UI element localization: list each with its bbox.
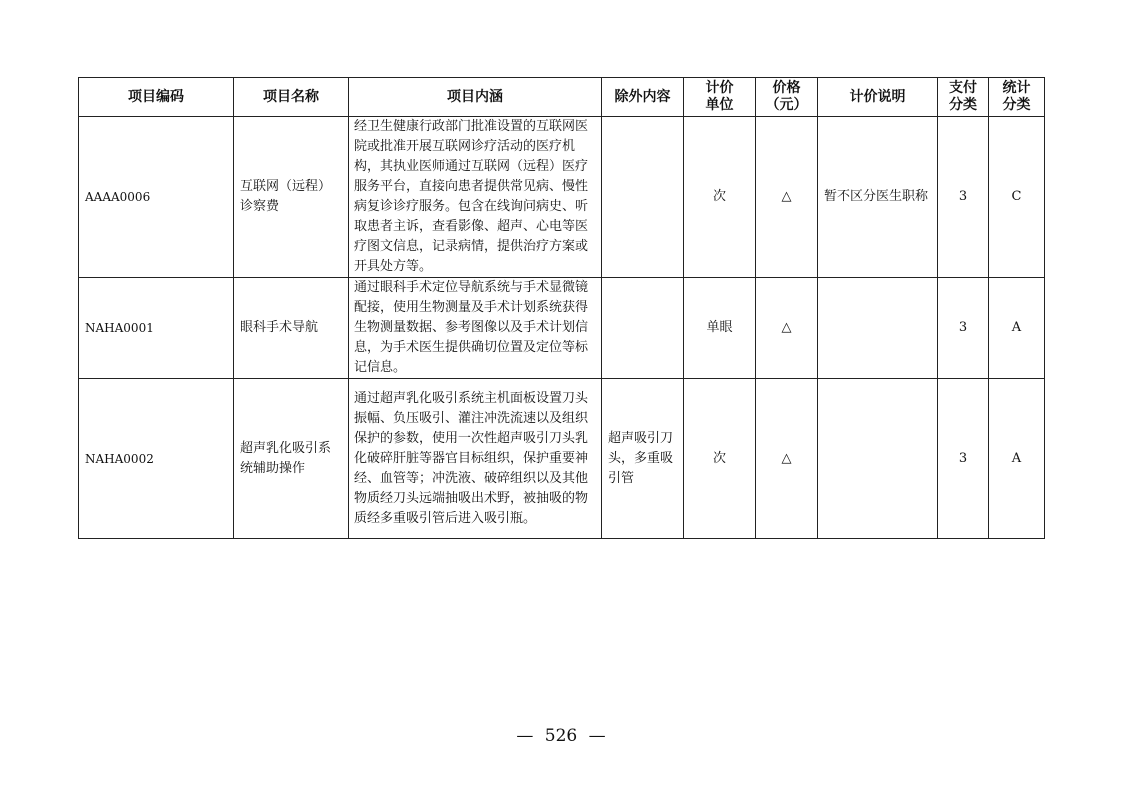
header-name: 项目名称 (234, 78, 349, 117)
cell-content: 通过超声乳化吸引系统主机面板设置刀头振幅、负压吸引、灌注冲洗流速以及组织保护的参数，使用一次性超声吸引刀头乳化破碎肝脏等器官目标组织，保护重要神经、血管等；冲洗液、破碎组织以及其他物质经刀头远端抽吸出术野，被抽吸的物质经多重吸引管后进入吸引瓶。 (349, 379, 602, 539)
header-stat-line2: 分类 (1002, 97, 1031, 113)
cell-exclusion (602, 117, 684, 278)
footer-dash-right: — (588, 726, 606, 746)
header-note: 计价说明 (818, 78, 938, 117)
header-content: 项目内涵 (349, 78, 602, 117)
header-pay-line1: 支付 (949, 80, 977, 96)
cell-exclusion (602, 278, 684, 379)
cell-stat-class: C (989, 117, 1045, 278)
page-footer (0, 726, 1122, 746)
cell-price: △ (756, 117, 818, 278)
header-price-line1: 价格 (772, 80, 801, 96)
cell-name: 互联网（远程）诊察费 (234, 117, 349, 278)
cell-stat-class: A (989, 379, 1045, 539)
cell-code: NAHA0002 (79, 379, 234, 539)
footer-dash-left: — (516, 726, 534, 746)
table-row (79, 379, 1045, 539)
header-exclusion: 除外内容 (602, 78, 684, 117)
header-pay-class (938, 78, 989, 117)
cell-code: NAHA0001 (79, 278, 234, 379)
cell-note: 暂不区分医生职称 (818, 117, 938, 278)
cell-price: △ (756, 379, 818, 539)
header-price-line2: （元） (765, 97, 808, 113)
cell-unit: 单眼 (684, 278, 756, 379)
cell-price: △ (756, 278, 818, 379)
header-code: 项目编码 (79, 78, 234, 117)
cell-unit: 次 (684, 379, 756, 539)
fee-schedule-table (78, 77, 1045, 539)
header-unit-line1: 计价 (705, 80, 734, 96)
header-stat-class (989, 78, 1045, 117)
cell-note (818, 278, 938, 379)
header-pay-line2: 分类 (949, 97, 977, 113)
cell-pay-class: 3 (938, 278, 989, 379)
cell-name: 超声乳化吸引系统辅助操作 (234, 379, 349, 539)
cell-name: 眼科手术导航 (234, 278, 349, 379)
cell-exclusion: 超声吸引刀头，多重吸引管 (602, 379, 684, 539)
cell-pay-class: 3 (938, 379, 989, 539)
table-row (79, 278, 1045, 379)
table-row (79, 117, 1045, 278)
cell-pay-class: 3 (938, 117, 989, 278)
cell-content: 经卫生健康行政部门批准设置的互联网医院或批准开展互联网诊疗活动的医疗机构，其执业医师通过互联网（远程）医疗服务平台，直接向患者提供常见病、慢性病复诊诊疗服务。包含在线询问病史、听取患者主诉，查看影像、超声、心电等医疗图文信息，记录病情，提供治疗方案或开具处方等。 (349, 117, 602, 278)
cell-unit: 次 (684, 117, 756, 278)
cell-code: AAAA0006 (79, 117, 234, 278)
cell-content: 通过眼科手术定位导航系统与手术显微镜配接，使用生物测量及手术计划系统获得生物测量数据、参考图像以及手术计划信息，为手术医生提供确切位置及定位等标记信息。 (349, 278, 602, 379)
cell-note (818, 379, 938, 539)
table-header-row (79, 78, 1045, 117)
header-unit (684, 78, 756, 117)
header-unit-line2: 单位 (705, 97, 734, 113)
header-price (756, 78, 818, 117)
header-stat-line1: 统计 (1002, 80, 1031, 96)
cell-stat-class: A (989, 278, 1045, 379)
page-number: 526 (544, 726, 578, 746)
